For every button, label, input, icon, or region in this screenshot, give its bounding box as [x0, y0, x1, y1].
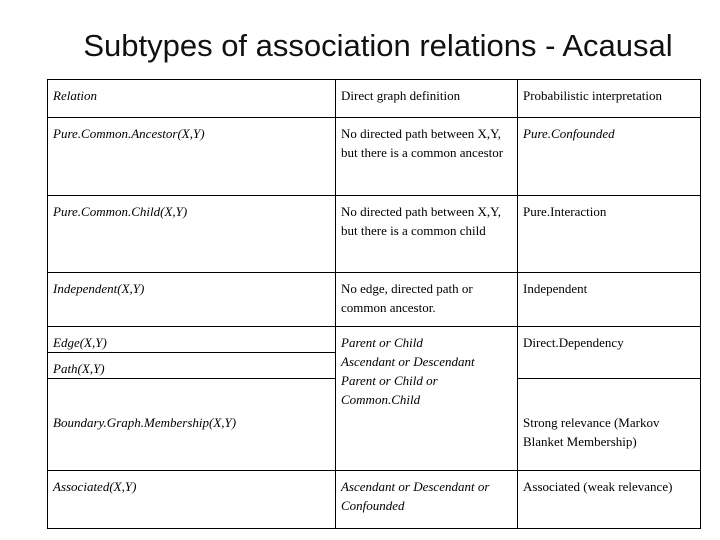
- relation-cell: Pure.Common.Child(X,Y): [48, 196, 336, 273]
- relation-cell: Associated(X,Y): [48, 471, 336, 529]
- definition-edge: Parent or Child: [341, 335, 423, 350]
- interpretation-cell: Pure.Interaction: [518, 196, 701, 273]
- header-relation: Relation: [48, 80, 336, 118]
- interpretation-cell: Associated (weak relevance): [518, 471, 701, 529]
- relation-cell: Boundary.Graph.Membership(X,Y): [48, 379, 336, 471]
- header-definition: Direct graph definition: [336, 80, 518, 118]
- table-row: [48, 118, 701, 196]
- relation-cell: Independent(X,Y): [48, 273, 336, 327]
- table-row: [48, 471, 701, 529]
- relations-table: [47, 79, 701, 529]
- definition-boundary: Parent or Child or Common.Child: [341, 373, 438, 407]
- table-row: [48, 327, 701, 353]
- header-interpretation: Probabilistic interpretation: [518, 80, 701, 118]
- definition-cell-merged: [336, 327, 518, 471]
- interpretation-cell: Pure.Confounded: [518, 118, 701, 196]
- table-header-row: [48, 80, 701, 118]
- table-row: [48, 273, 701, 327]
- definition-cell: Ascendant or Descendant or Confounded: [336, 471, 518, 529]
- interpretation-cell: Direct.Dependency: [518, 327, 701, 379]
- definition-cell: No directed path between X,Y, but there is a common ancestor: [336, 118, 518, 196]
- relation-cell: Pure.Common.Ancestor(X,Y): [48, 118, 336, 196]
- definition-cell: No edge, directed path or common ancestor.: [336, 273, 518, 327]
- relation-cell: Edge(X,Y): [48, 327, 336, 353]
- slide-title: Subtypes of association relations - Acausal: [83, 28, 673, 63]
- definition-path: Ascendant or Descendant: [341, 354, 475, 369]
- interpretation-cell: Independent: [518, 273, 701, 327]
- interpretation-cell: Strong relevance (Markov Blanket Membership): [518, 379, 701, 471]
- relation-cell: Path(X,Y): [48, 353, 336, 379]
- table-row: [48, 196, 701, 273]
- definition-cell: No directed path between X,Y, but there is a common child: [336, 196, 518, 273]
